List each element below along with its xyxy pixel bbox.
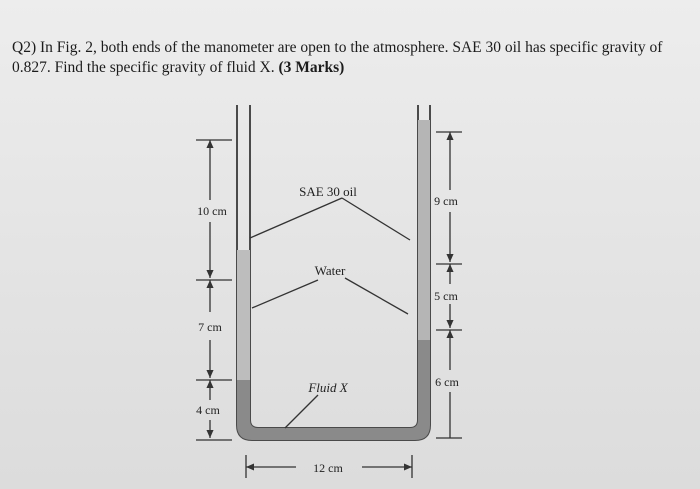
left-dim-2: 7 cm (198, 320, 222, 334)
fluid-x-leader (285, 395, 318, 428)
question-body: Q2) In Fig. 2, both ends of the manometer are open to the atmosphere. SAE 30 oil has specific gravity of 0.827. Find the specific gravity of fluid X. (12, 39, 663, 76)
label-oil: SAE 30 oil (299, 184, 357, 199)
right-dimension-lines (436, 132, 462, 438)
water-leader-left (252, 280, 318, 308)
right-column-shade (418, 120, 430, 340)
label-fluid-x: Fluid X (308, 380, 348, 395)
left-dim-3: 4 cm (196, 403, 220, 417)
right-dim-2: 5 cm (434, 289, 458, 303)
left-dim-1: 10 cm (197, 204, 227, 218)
left-dimension-lines (196, 140, 232, 440)
oil-leader-right (342, 198, 410, 240)
label-water: Water (314, 263, 346, 278)
right-dim-3: 6 cm (435, 375, 459, 389)
oil-leader-left (250, 198, 342, 238)
right-dim-1: 9 cm (434, 194, 458, 208)
water-leader-right (345, 278, 408, 314)
left-column-shade (237, 250, 250, 380)
bottom-dim: 12 cm (313, 461, 343, 475)
question-marks: (3 Marks) (278, 59, 345, 76)
